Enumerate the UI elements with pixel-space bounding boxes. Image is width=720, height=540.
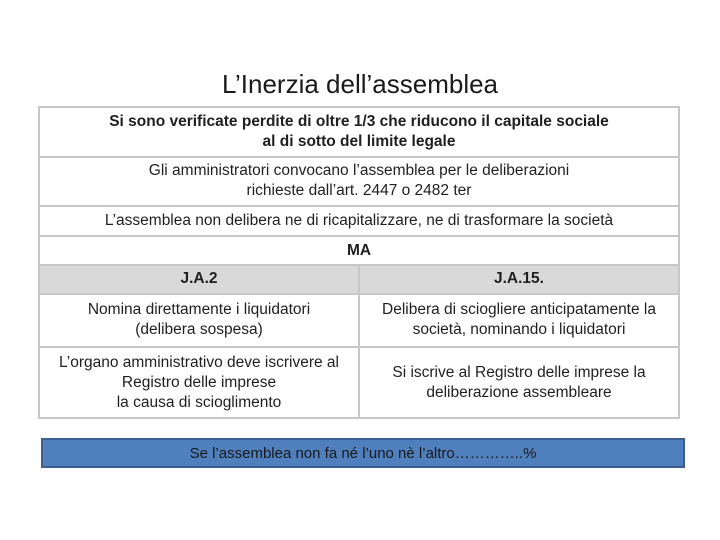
bottom-note-text: Se l’assemblea non fa né l’uno nè l’altro…………..% (189, 444, 537, 462)
inertia-table (38, 106, 680, 419)
assembly-no-resolution-cell: L’assemblea non delibera ne di ricapitalizzare, ne di trasformare la società (39, 206, 679, 237)
ja2-registry-cell: L’organo amministrativo deve iscrivere al Registro delle imprese la causa di scioglimento (39, 347, 359, 418)
ja15-dissolution-cell: Delibera di sciogliere anticipatamente la società, nominando i liquidatori (359, 294, 679, 347)
losses-condition-cell: Si sono verificate perdite di oltre 1/3 che riducono il capitale sociale al di sotto del limite legale (39, 107, 679, 157)
ma-cell: MA (39, 236, 679, 265)
slide-title: L’Inerzia dell’assemblea (221, 69, 499, 99)
ja15-registry-cell: Si iscrive al Registro delle imprese la deliberazione assembleare (359, 347, 679, 418)
directors-convene-cell: Gli amministratori convocano l’assemblea per le deliberazioni richieste dall’art. 2447 o 2482 ter (39, 157, 679, 205)
ja2-header: J.A.2 (39, 265, 359, 294)
ja15-header: J.A.15. (359, 265, 679, 294)
ja2-liquidators-cell: Nomina direttamente i liquidatori (delibera sospesa) (39, 294, 359, 347)
bottom-note-box (41, 438, 685, 468)
